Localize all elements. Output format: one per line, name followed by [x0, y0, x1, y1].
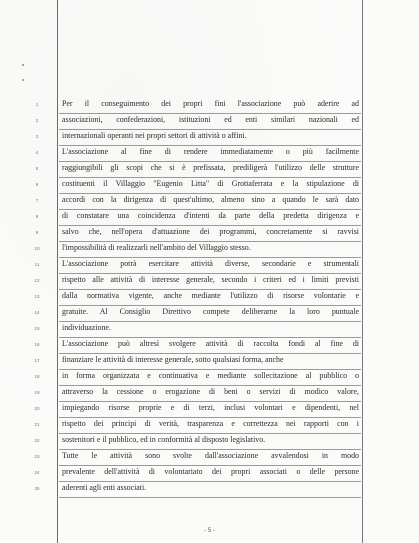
- line-text: di constatare una coincidenza d'intenti da parte della predetta dirigenza e: [62, 211, 359, 220]
- line-number: 22: [34, 438, 40, 443]
- line-text: individuazione.: [62, 323, 111, 332]
- line-text: Tutte le attività sono svolte dall'associazione avvalendosi in modo: [62, 451, 359, 460]
- text-line: [0, 290, 419, 306]
- line-number: 12: [34, 278, 40, 283]
- text-line: [0, 194, 419, 210]
- line-text: aderenti agli enti associati.: [62, 483, 147, 492]
- line-number: 2: [35, 118, 39, 123]
- line-number: 6: [35, 182, 39, 187]
- line-number: 9: [35, 230, 39, 235]
- line-number: 3: [35, 134, 39, 139]
- line-text: L'associazione potrà esercitare attività diverse, secondarie e strumentali: [62, 259, 359, 268]
- line-number: 17: [34, 358, 40, 363]
- line-text: raggiungibili gli scopi che si è prefissata, prediligerà l'utilizzo delle strutture: [62, 163, 359, 172]
- text-line: [0, 338, 419, 354]
- text-line: [0, 306, 419, 322]
- line-text: associazioni, confederazioni, istituzioni ed enti similari nazionali ed: [62, 115, 359, 124]
- line-text: prevalente dell'attività di volontariato dei propri associati o delle persone: [62, 467, 359, 476]
- line-number: 5: [35, 166, 39, 171]
- line-text: impiegando risorse proprie e di terzi, inclusi volontari e dipendenti, nel: [62, 403, 359, 412]
- line-number: 10: [34, 246, 40, 251]
- text-line: [0, 466, 419, 482]
- text-line: [0, 386, 419, 402]
- scan-speck: [22, 79, 24, 81]
- line-text: accordi con la dirigenza di quest'ultimo, almeno sino a quando le sarà dato: [62, 195, 359, 204]
- text-line: [0, 162, 419, 178]
- line-number: 4: [35, 150, 39, 155]
- text-line: [0, 98, 419, 114]
- line-text: salvo che, nell'opera d'attuazione dei programmi, concretamente si ravvisi: [62, 227, 359, 236]
- text-line: [0, 226, 419, 242]
- line-number: 21: [34, 422, 40, 427]
- line-number: 1: [35, 102, 39, 107]
- line-text: l'impossibilità di realizzarli nell'ambito del Villaggio stesso.: [62, 243, 251, 252]
- text-line: [0, 146, 419, 162]
- line-text: dalla normativa vigente, anche mediante l'utilizzo di risorse volontarie e: [62, 291, 359, 300]
- line-number: 15: [34, 326, 40, 331]
- line-number: 7: [35, 198, 39, 203]
- text-line: [0, 370, 419, 386]
- line-number: 18: [34, 374, 40, 379]
- line-text: finanziare le attività di interesse generale, sotto qualsiasi forma, anche: [62, 355, 284, 364]
- line-number: 8: [35, 214, 39, 219]
- line-text: in forma organizzata e continuativa e mediante sollecitazione al pubblico o: [62, 371, 359, 380]
- line-number: 13: [34, 294, 40, 299]
- page-number: - 5 -: [204, 528, 215, 534]
- line-text: costituenti il Villaggio "Eugenio Litta" di Grottaferrata e la stipulazione di: [62, 179, 359, 188]
- text-line: [0, 450, 419, 466]
- line-text: internazionali operanti nei propri settori di attività o affini.: [62, 131, 247, 140]
- text-line: [0, 210, 419, 226]
- line-text: rispetto alle attività di interesse generale, secondo i criteri ed i limiti previsti: [62, 275, 359, 284]
- text-line: [0, 322, 419, 338]
- text-line: [0, 434, 419, 450]
- numbered-text-lines: [0, 98, 419, 498]
- line-number: 11: [34, 262, 40, 267]
- text-line: [0, 354, 419, 370]
- line-number: 25: [34, 486, 40, 491]
- line-number: 24: [34, 470, 40, 475]
- line-text: attraverso la cessione o erogazione di beni o servizi di modico valore,: [62, 387, 359, 396]
- line-text: Per il conseguimento dei propri fini l'associazione può aderire ad: [62, 99, 359, 108]
- text-line: [0, 130, 419, 146]
- line-rule: [59, 497, 361, 498]
- text-line: [0, 242, 419, 258]
- line-number: 20: [34, 406, 40, 411]
- line-number: 19: [34, 390, 40, 395]
- text-line: [0, 258, 419, 274]
- text-line: [0, 114, 419, 130]
- text-line: [0, 178, 419, 194]
- scan-speck: [22, 64, 24, 66]
- line-text: L'associazione al fine di rendere immediatamente o più facilmente: [62, 147, 359, 156]
- text-line: [0, 482, 419, 498]
- text-line: [0, 402, 419, 418]
- line-text: rispetto dei principi di verità, trasparenza e correttezza nei rapporti con i: [62, 419, 359, 428]
- line-text: gratuite. Al Consiglio Direttivo compete deliberarne la loro puntuale: [62, 307, 359, 316]
- text-line: [0, 274, 419, 290]
- text-line: [0, 418, 419, 434]
- line-text: sostenitori e il pubblico, ed in conformità al disposto legislativo.: [62, 435, 266, 444]
- line-number: 16: [34, 342, 40, 347]
- line-number: 14: [34, 310, 40, 315]
- line-number: 23: [34, 454, 40, 459]
- line-text: L'associazione può altresì svolgere attività di raccolta fondi al fine di: [62, 339, 359, 348]
